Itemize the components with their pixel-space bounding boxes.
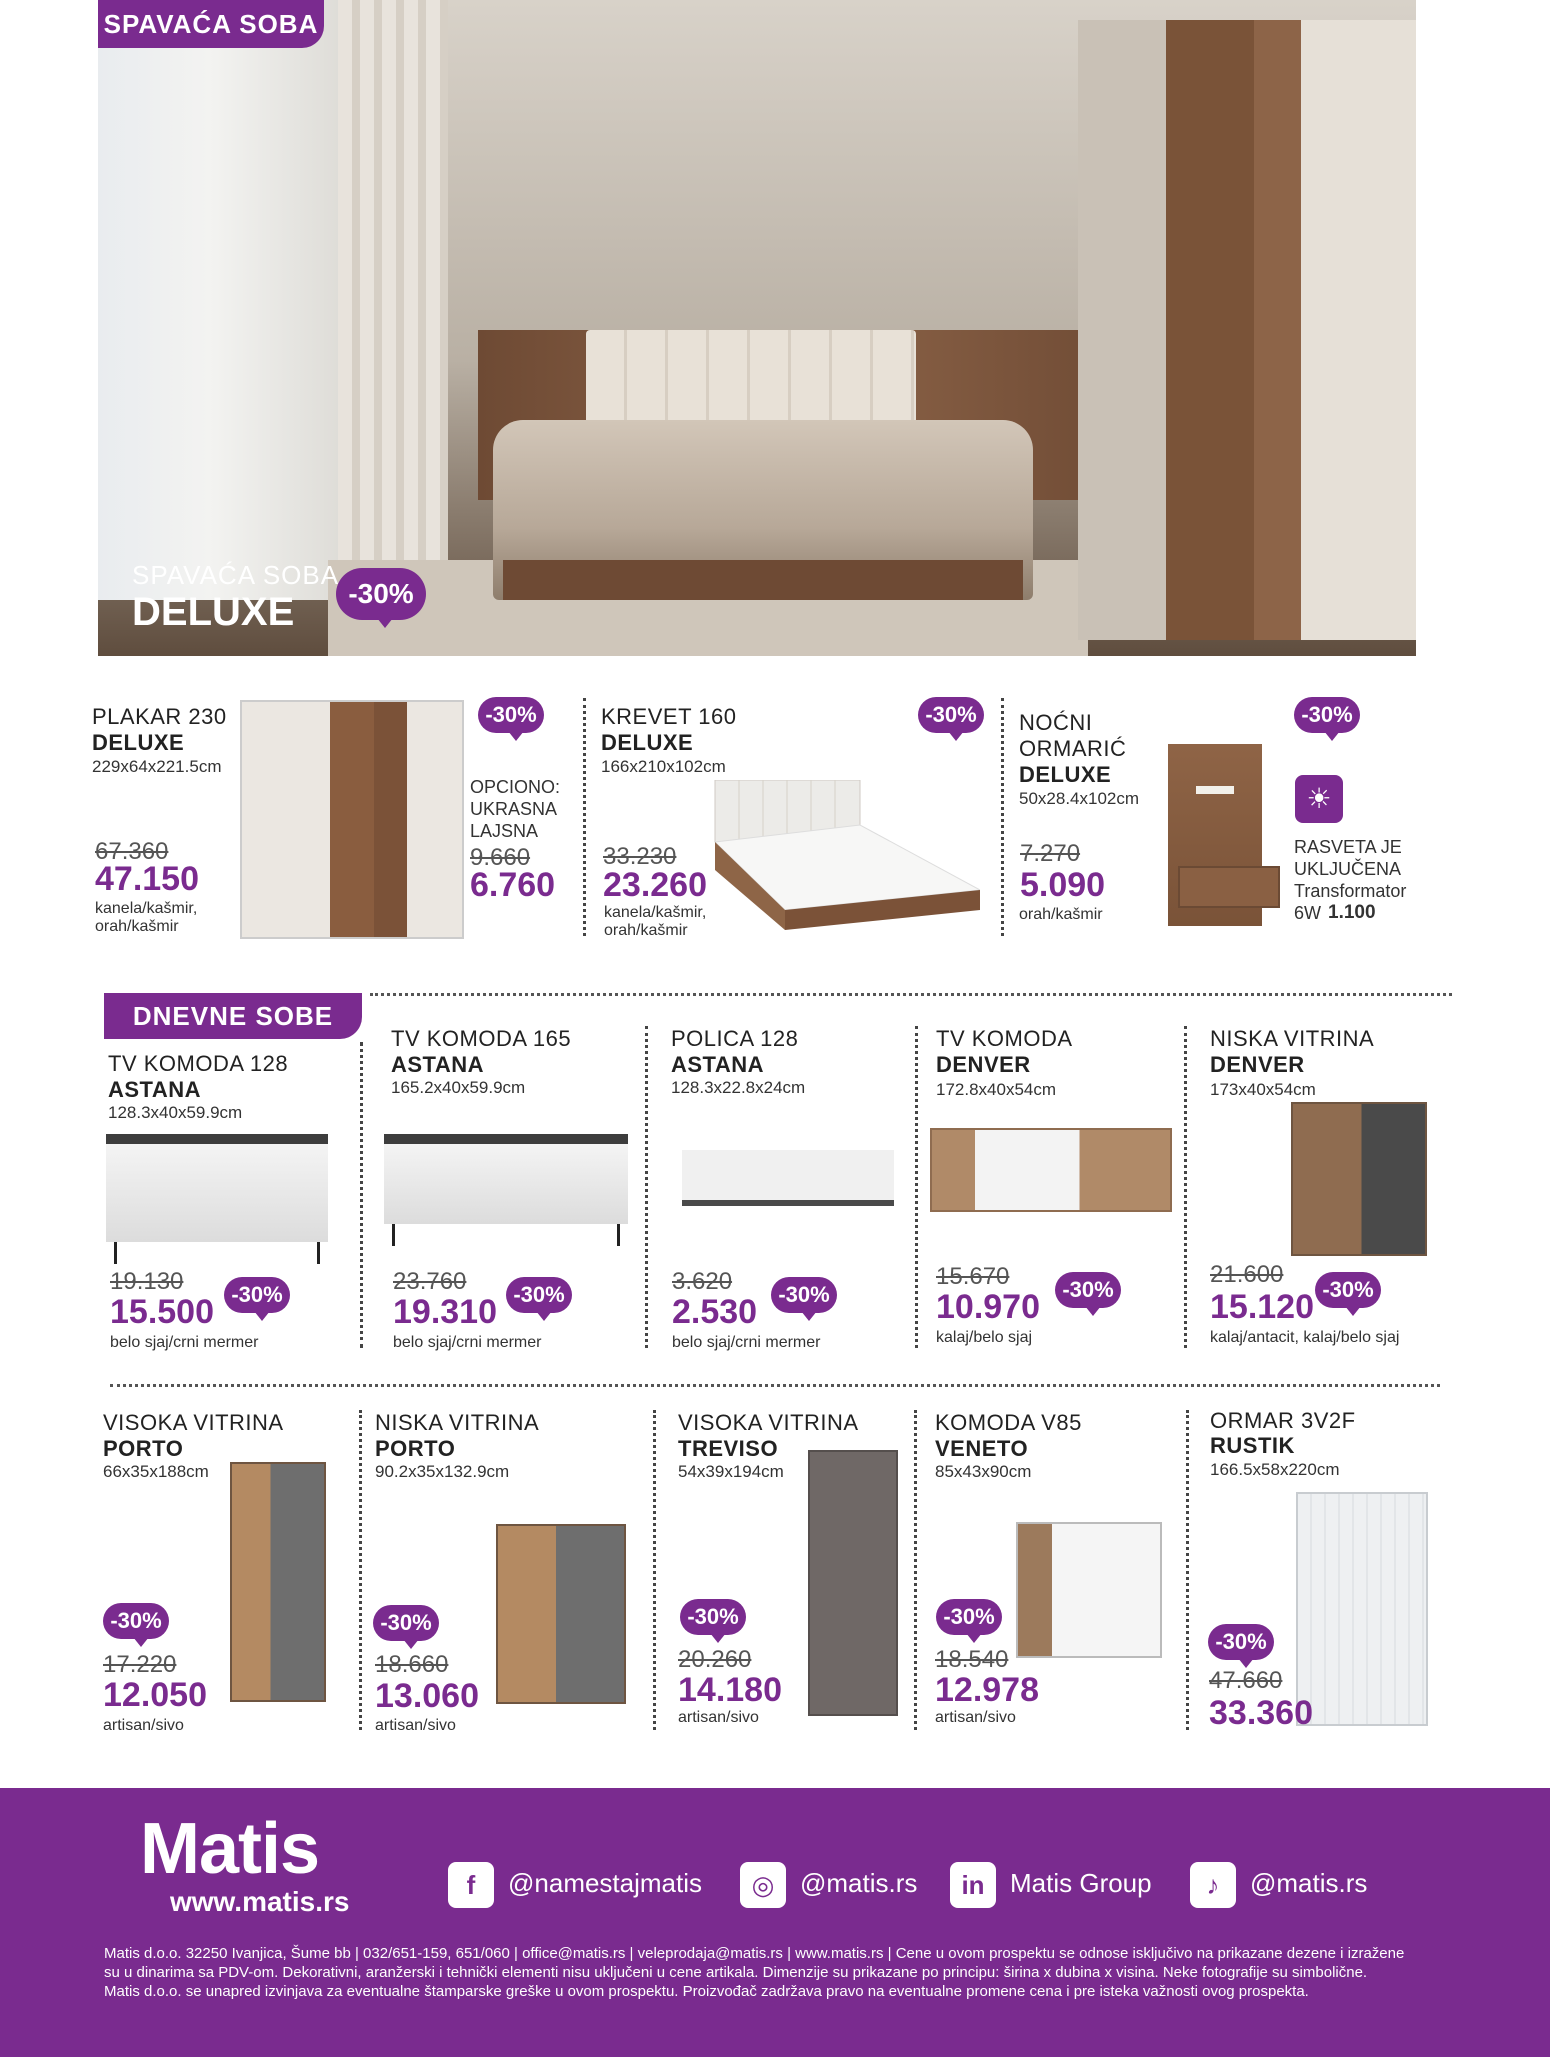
- divider: [653, 1410, 656, 1730]
- shelf-image: [682, 1150, 894, 1206]
- product-name: NISKA VITRINA: [375, 1410, 540, 1435]
- vitrine-image: [496, 1524, 626, 1704]
- new-price: 19.310: [393, 1293, 497, 1331]
- product-name: KREVET 160: [601, 704, 737, 729]
- social-label: Matis Group: [1010, 1867, 1152, 1898]
- bulb-icon: ☀: [1295, 775, 1343, 823]
- hero-wardrobe: [1078, 20, 1416, 640]
- discount-badge: -30%: [771, 1277, 837, 1313]
- product-dimensions: 166.5x58x220cm: [1210, 1460, 1340, 1479]
- option-label: OPCIONO:: [470, 777, 561, 797]
- legal-line: Matis d.o.o. 32250 Ivanjica, Šume bb | 032/651-159, 651/060 | office@matis.rs | veleprodaja@matis.rs | www.matis.rs | Cene u ovom prospektu se odnose isključivo na prikazane dezene i izražene: [104, 1945, 1405, 1962]
- old-price: 47.660: [1209, 1667, 1283, 1694]
- old-price: 7.270: [1020, 840, 1081, 867]
- product-name: POLICA 128: [671, 1026, 799, 1051]
- new-price: 5.090: [1020, 866, 1106, 904]
- old-price: 3.620: [672, 1268, 733, 1295]
- product-name: PLAKAR 230: [92, 704, 227, 729]
- discount-badge: -30%: [506, 1277, 572, 1313]
- product-line: ASTANA: [671, 1052, 765, 1077]
- discount-badge: -30%: [1294, 697, 1360, 733]
- section-divider: [110, 1384, 1440, 1387]
- product-dimensions: 229x64x221.5cm: [92, 757, 222, 776]
- product-finish: kanela/kašmir,: [604, 904, 707, 921]
- hero-window: [98, 0, 378, 600]
- product-line: DENVER: [1210, 1052, 1305, 1077]
- product-name: VISOKA VITRINA: [103, 1410, 284, 1435]
- tv-stand-image: [384, 1134, 628, 1224]
- linkedin-icon: in: [950, 1862, 996, 1908]
- product-dimensions: 165.2x40x59.9cm: [391, 1078, 526, 1097]
- section-divider: [370, 993, 1452, 996]
- product-finish: belo sjaj/crni mermer: [393, 1334, 542, 1351]
- product-name: NOĆNI: [1019, 710, 1093, 735]
- new-price: 10.970: [936, 1288, 1040, 1326]
- product-finish: artisan/sivo: [103, 1717, 184, 1734]
- divider: [359, 1410, 362, 1730]
- social-label: @matis.rs: [800, 1867, 918, 1898]
- product-line: PORTO: [375, 1436, 456, 1461]
- legal-text: [104, 1944, 1454, 2001]
- old-price: 20.260: [678, 1646, 752, 1673]
- product-line: ASTANA: [391, 1052, 485, 1077]
- social-label: @namestajmatis: [508, 1867, 703, 1898]
- product-name: TV KOMODA 165: [391, 1026, 572, 1051]
- product-finish: orah/kašmir: [95, 918, 179, 935]
- option-new-price: 6.760: [470, 866, 556, 904]
- product-line: DELUXE: [1019, 762, 1112, 787]
- social-linkedin[interactable]: [950, 1862, 1152, 1908]
- product-dimensions: 173x40x54cm: [1210, 1080, 1316, 1099]
- vitrine-image: [1291, 1102, 1427, 1256]
- social-label: @matis.rs: [1250, 1867, 1368, 1898]
- lighting-note: UKLJUČENA: [1294, 859, 1402, 879]
- old-price: 19.130: [110, 1268, 184, 1295]
- chest-image: [1016, 1522, 1162, 1658]
- section-tab-dnevne-sobe: DNEVNE SOBE: [104, 993, 362, 1039]
- lighting-note: RASVETA JE: [1294, 837, 1402, 857]
- product-finish: kalaj/belo sjaj: [936, 1329, 1033, 1346]
- new-price: 14.180: [678, 1671, 782, 1709]
- hero-title: DELUXE: [132, 590, 295, 634]
- hero-bed-base: [503, 560, 1023, 600]
- product-dimensions: 166x210x102cm: [601, 757, 726, 776]
- product-line: DENVER: [936, 1052, 1031, 1077]
- new-price: 15.500: [110, 1293, 214, 1331]
- old-price: 23.760: [393, 1268, 467, 1295]
- transformer-price: 1.100: [1328, 902, 1376, 923]
- discount-badge: -30%: [1208, 1624, 1274, 1660]
- hero-discount-badge: -30%: [336, 568, 426, 620]
- new-price: 47.150: [95, 860, 199, 898]
- product-finish: kalaj/antacit, kalaj/belo sjaj: [1210, 1329, 1400, 1346]
- product-line: TREVISO: [678, 1436, 779, 1461]
- product-dimensions: 50x28.4x102cm: [1019, 789, 1140, 808]
- new-price: 33.360: [1209, 1694, 1313, 1732]
- option-label: LAJSNA: [470, 821, 539, 841]
- vitrine-image: [230, 1462, 326, 1702]
- divider: [583, 698, 586, 936]
- tv-stand-image: [106, 1134, 328, 1242]
- option-old-price: 9.660: [470, 844, 531, 871]
- social-tiktok[interactable]: [1190, 1862, 1367, 1908]
- product-finish: artisan/sivo: [375, 1717, 456, 1734]
- product-finish: belo sjaj/crni mermer: [110, 1334, 259, 1351]
- discount-badge: -30%: [103, 1603, 169, 1639]
- divider: [645, 1026, 648, 1348]
- website-link[interactable]: www.matis.rs: [170, 1886, 350, 1917]
- discount-badge: -30%: [373, 1605, 439, 1641]
- product-dimensions: 128.3x40x59.9cm: [108, 1103, 243, 1122]
- discount-badge: -30%: [680, 1599, 746, 1635]
- divider: [1001, 698, 1004, 936]
- facebook-icon: f: [448, 1862, 494, 1908]
- product-dimensions: 66x35x188cm: [103, 1462, 209, 1481]
- product-name: VISOKA VITRINA: [678, 1410, 859, 1435]
- social-facebook[interactable]: [448, 1862, 702, 1908]
- product-line: DELUXE: [601, 730, 694, 755]
- divider: [1186, 1410, 1189, 1730]
- transformer-label: Transformator: [1294, 881, 1407, 901]
- new-price: 23.260: [603, 866, 707, 904]
- old-price: 18.540: [935, 1646, 1009, 1673]
- lamp-icon: [1196, 786, 1234, 794]
- product-name: ORMARIĆ: [1019, 736, 1127, 761]
- hero-image: [98, 0, 1416, 656]
- divider: [1184, 1026, 1187, 1348]
- product-line: RUSTIK: [1210, 1433, 1295, 1458]
- new-price: 12.050: [103, 1676, 207, 1714]
- product-finish: artisan/sivo: [678, 1709, 759, 1726]
- discount-badge: -30%: [1315, 1272, 1381, 1308]
- divider: [914, 1410, 917, 1730]
- discount-badge: -30%: [224, 1277, 290, 1313]
- new-price: 15.120: [1210, 1288, 1314, 1326]
- hero-subtitle: SPAVAĆA SOBA: [132, 560, 340, 590]
- product-line: PORTO: [103, 1436, 184, 1461]
- product-finish: belo sjaj/crni mermer: [672, 1334, 821, 1351]
- discount-badge: -30%: [918, 697, 984, 733]
- product-name: TV KOMODA 128: [108, 1051, 289, 1076]
- product-line: ASTANA: [108, 1077, 202, 1102]
- bed-image: [705, 780, 980, 940]
- legal-line: su u dinarima sa PDV-om. Dekorativni, aranžerski i tehnički elementi nisu uključeni u cene artikala. Dimenzije su prikazane po principu: širina x dubina x visina. Neke fotografije su simbolične.: [104, 1964, 1368, 1981]
- legal-line: Matis d.o.o. se unapred izvinjava za eventualne štamparske greške u ovom prospektu. Proizvođač zadržava pravo na eventualne promene cena i pre isteka važnosti ovog prospekta.: [104, 1983, 1309, 2000]
- new-price: 12.978: [935, 1671, 1039, 1709]
- nightstand-shelf: [1178, 866, 1280, 908]
- wardrobe-image: [240, 700, 464, 939]
- divider: [360, 1042, 363, 1348]
- option-label: UKRASNA: [470, 799, 558, 819]
- new-price: 2.530: [672, 1293, 758, 1331]
- product-dimensions: 128.3x22.8x24cm: [671, 1078, 806, 1097]
- transformer-power: 6W: [1294, 903, 1321, 923]
- wardrobe-image: [1296, 1492, 1428, 1726]
- divider: [915, 1026, 918, 1348]
- new-price: 13.060: [375, 1677, 479, 1715]
- tv-stand-image: [930, 1128, 1172, 1212]
- discount-badge: -30%: [1055, 1272, 1121, 1308]
- old-price: 18.660: [375, 1651, 449, 1678]
- product-finish: kanela/kašmir,: [95, 900, 198, 917]
- product-dimensions: 90.2x35x132.9cm: [375, 1462, 510, 1481]
- instagram-icon: ◎: [740, 1862, 786, 1908]
- matis-logo: Matis: [140, 1809, 320, 1889]
- product-dimensions: 172.8x40x54cm: [936, 1080, 1057, 1099]
- product-name: NISKA VITRINA: [1210, 1026, 1375, 1051]
- vitrine-image: [808, 1450, 898, 1716]
- discount-badge: -30%: [478, 697, 544, 733]
- old-price: 17.220: [103, 1651, 177, 1678]
- old-price: 15.670: [936, 1263, 1010, 1290]
- old-price: 21.600: [1210, 1261, 1284, 1288]
- hero-curtain: [338, 0, 448, 620]
- product-name: ORMAR 3V2F: [1210, 1408, 1356, 1433]
- product-name: TV KOMODA: [936, 1026, 1073, 1051]
- discount-badge: -30%: [936, 1599, 1002, 1635]
- product-finish: orah/kašmir: [604, 922, 688, 939]
- product-dimensions: 85x43x90cm: [935, 1462, 1032, 1481]
- product-line: DELUXE: [92, 730, 185, 755]
- old-price: 67.360: [95, 838, 169, 865]
- product-finish: artisan/sivo: [935, 1709, 1016, 1726]
- product-finish: orah/kašmir: [1019, 906, 1103, 923]
- social-instagram[interactable]: [740, 1862, 917, 1908]
- product-name: KOMODA V85: [935, 1410, 1082, 1435]
- hero-section-tab: SPAVAĆA SOBA: [98, 0, 324, 48]
- product-dimensions: 54x39x194cm: [678, 1462, 784, 1481]
- old-price: 33.230: [603, 843, 677, 870]
- product-line: VENETO: [935, 1436, 1029, 1461]
- tiktok-icon: ♪: [1190, 1862, 1236, 1908]
